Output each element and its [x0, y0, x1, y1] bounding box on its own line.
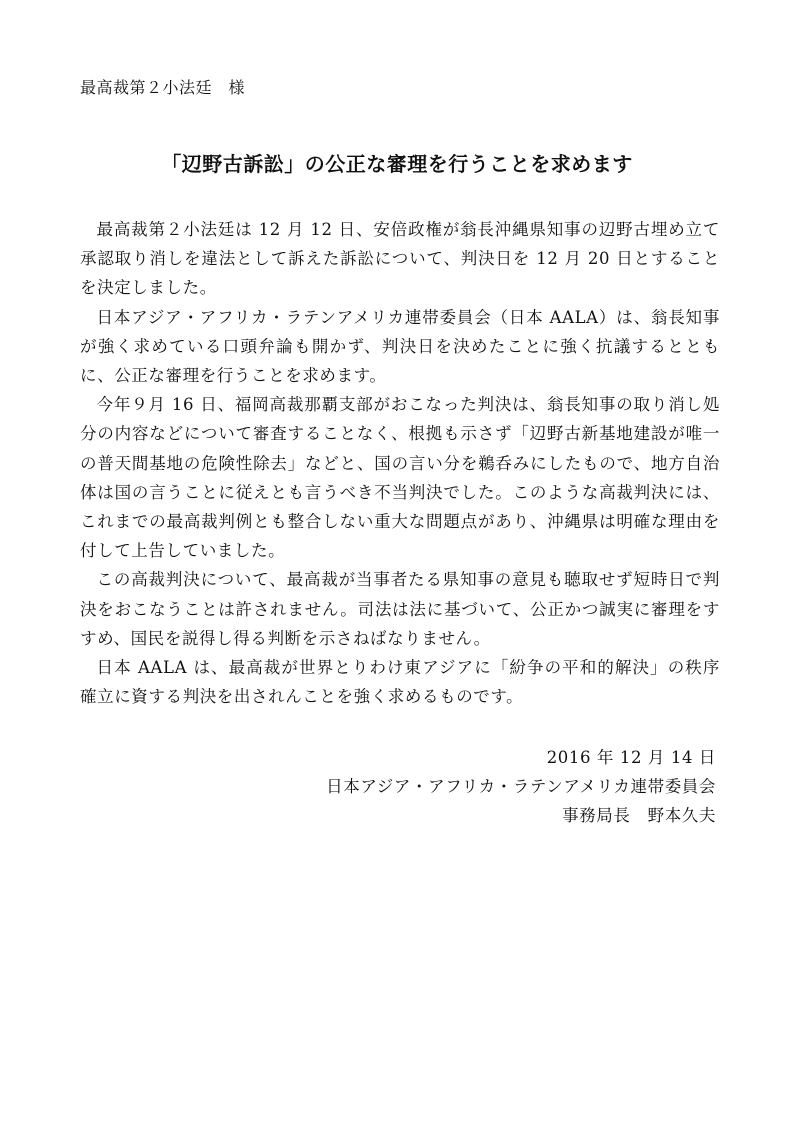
- paragraph-1: 最高裁第２小法廷は 12 月 12 日、安倍政権が翁長沖縄県知事の辺野古埋め立て承認取り消しを違法として訴えた訴訟について、判決日を 12 月 20 日とすることを決定しました。: [80, 220, 720, 298]
- paragraph-2: 日本アジア・アフリカ・ラテンアメリカ連帯委員会（日本 AALA）は、翁長知事が強く求めている口頭弁論も開かず、判決日を決めたことに強く抗議するとともに、公正な審理を行うことを求めます。: [80, 307, 720, 386]
- paragraph-3: 今年９月 16 日、福岡高裁那覇支部がおこなった判決は、翁長知事の取り消し処分の内容などについて審査することなく、根拠も示さず「辺野古新基地建設が唯一の普天間基地の危険性除去」などと、国の言い分を鵜呑みにしたもので、地方自治体は国の言うことに従えとも言うべき不当判決でした。このような高裁判決には、これまでの最高裁判例とも整合しない重大な問題点があり、沖縄県は明確な理由を付して上告していました。: [80, 395, 720, 561]
- body-text: [80, 215, 720, 711]
- paragraph-5: 日本 AALA は、最高裁が世界とりわけ東アジアに「紛争の平和的解決」の秩序確立に資する判決を出されんことを強く求めるものです。: [80, 658, 720, 707]
- signature-block: [326, 743, 716, 830]
- signature-organization: 日本アジア・アフリカ・ラテンアメリカ連帯委員会: [326, 777, 716, 796]
- document-title: 「辺野古訴訟」の公正な審理を行うことを求めます: [161, 152, 633, 176]
- signature-signer: 事務局長 野本久夫: [562, 806, 716, 825]
- paragraph-4: この高裁判決について、最高裁が当事者たる県知事の意見も聴取せず短時日で判決をおこなうことは許されません。司法は法に基づいて、公正かつ誠実に審理をすすめ、国民を説得し得る判断を示さねばなりません。: [80, 570, 720, 648]
- addressee-line: 最高裁第２小法廷 様: [80, 78, 246, 97]
- signature-date: 2016 年 12 月 14 日: [546, 748, 716, 767]
